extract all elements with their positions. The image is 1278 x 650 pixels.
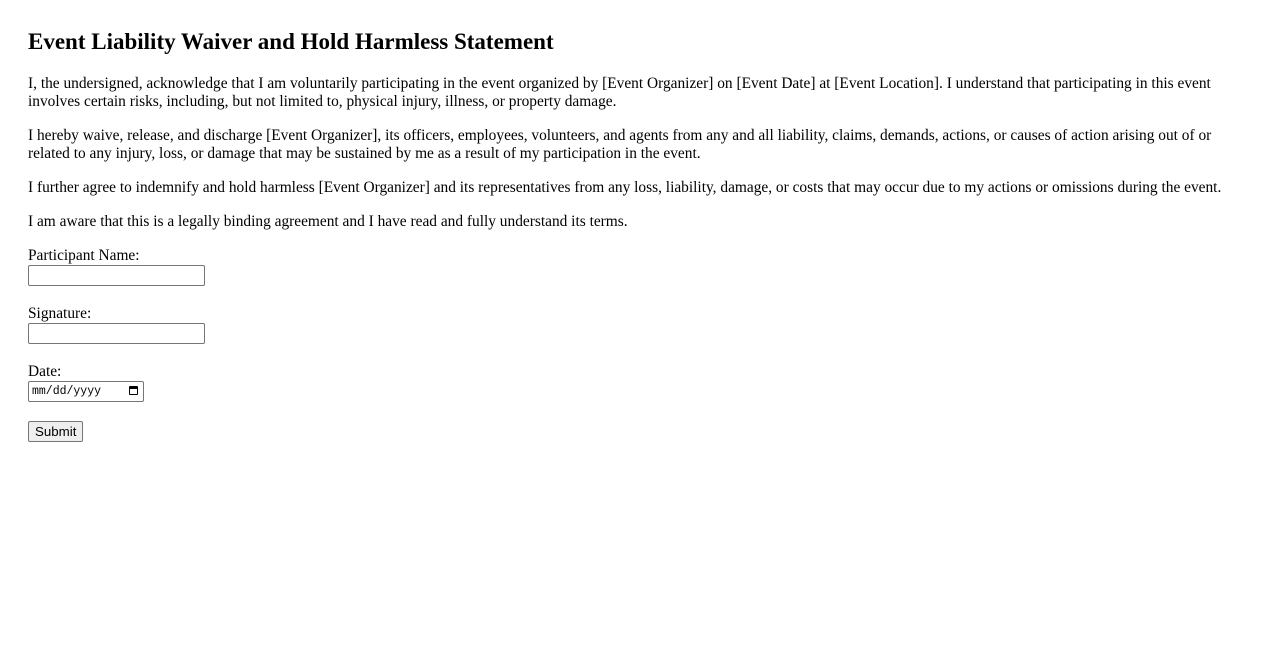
waiver-form [28, 247, 1250, 442]
signature-field [28, 305, 1250, 344]
waiver-paragraph-agreement: I am aware that this is a legally binding agreement and I have read and fully understand its terms. [28, 213, 628, 230]
date-input[interactable] [28, 381, 144, 402]
date-label: Date: [28, 363, 62, 380]
participant-name-field [28, 247, 1250, 286]
calendar-icon[interactable] [129, 386, 138, 395]
participant-name-input[interactable] [28, 265, 205, 286]
waiver-paragraph-indemnify: I further agree to indemnify and hold harmless [Event Organizer] and its representatives from any loss, liability, damage, or costs that may occur due to my actions or omissions during the event. [28, 179, 1222, 196]
participant-name-label: Participant Name: [28, 247, 140, 264]
waiver-paragraph-acknowledgement: I, the undersigned, acknowledge that I am voluntarily participating in the event organized by [Event Organizer] on [Event Date] at [Event Location]. I understand that participating in this event involves certain risks, including, but not limited to, physical injury, illness, or property damage. [28, 75, 1211, 110]
signature-label: Signature: [28, 305, 92, 322]
waiver-paragraph-release: I hereby waive, release, and discharge [Event Organizer], its officers, employees, volunteers, and agents from any and all liability, claims, demands, actions, or causes of action arising out of or related to any injury, loss, or damage that may be sustained by me as a result of my participation in the event. [28, 127, 1212, 162]
date-field [28, 363, 1250, 402]
page-title: Event Liability Waiver and Hold Harmless Statement [28, 29, 554, 54]
date-placeholder: mm/dd/yyyy [32, 385, 102, 398]
signature-input[interactable] [28, 323, 205, 344]
waiver-page [28, 0, 1250, 442]
submit-button[interactable]: Submit [28, 421, 83, 442]
